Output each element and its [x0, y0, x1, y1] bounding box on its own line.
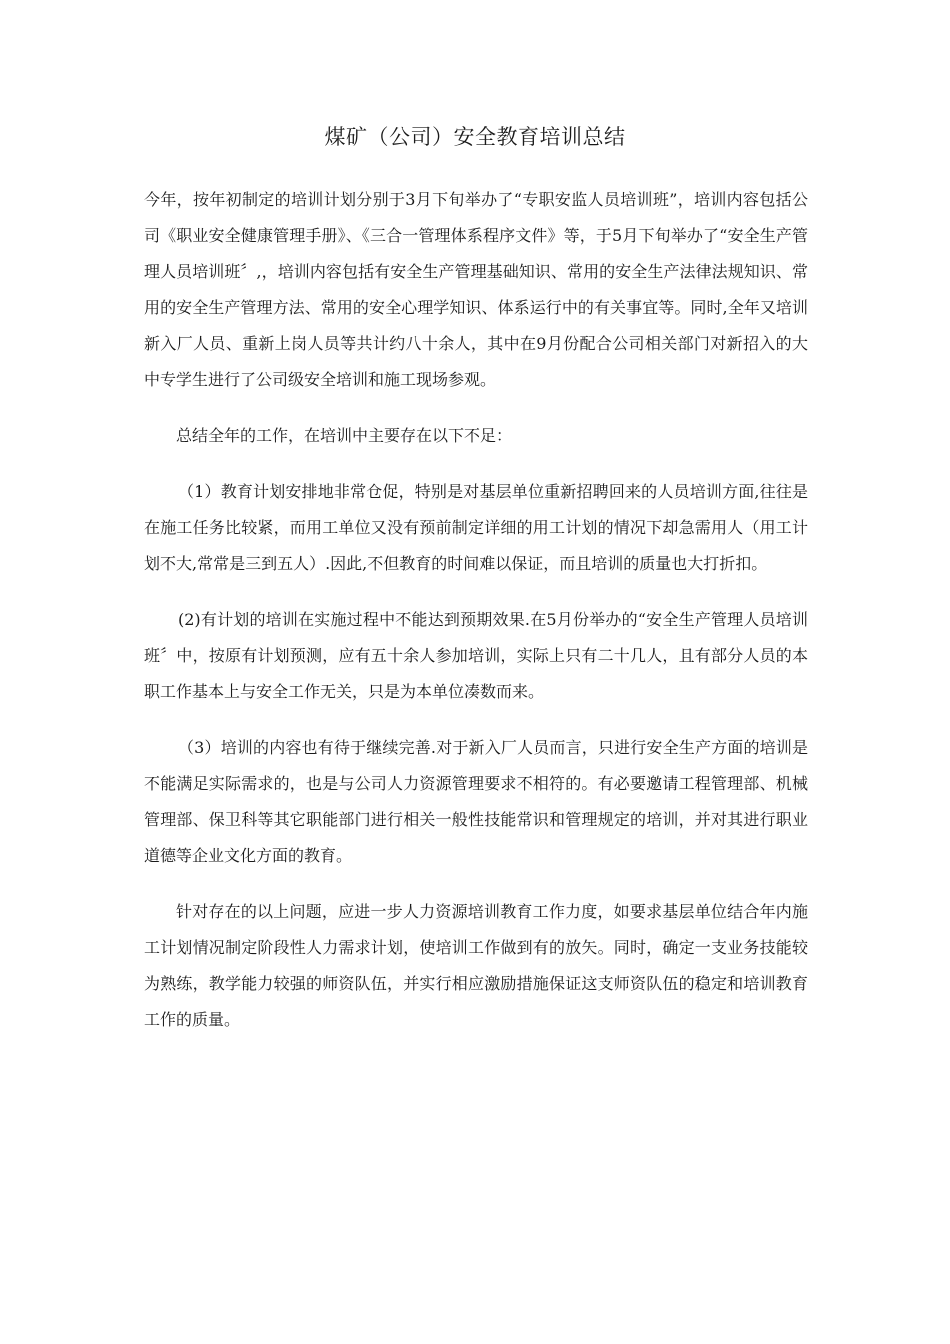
paragraph-summary-lead: 总结全年的工作，在培训中主要存在以下不足： — [176, 426, 513, 445]
paragraph-issue-3: （3）培训的内容也有待于继续完善.对于新入厂人员而言，只进行安全生产方面的培训是不能满足实际需求的，也是与公司人力资源管理要求不相符的。有必要邀请工程管理部、机械管理部、保卫科等其它职能部门进行相关一般性技能常识和管理规定的培训，并对其进行职业道德等企业文化方面的教育。 — [144, 738, 808, 865]
document-body — [144, 182, 808, 1038]
document-title: 煤矿（公司）安全教育培训总结 — [324, 125, 626, 149]
paragraph-conclusion: 针对存在的以上问题，应进一步人力资源培训教育工作力度，如要求基层单位结合年内施工计划情况制定阶段性人力需求计划，使培训工作做到有的放矢。同时，确定一支业务技能较为熟练，教学能力较强的师资队伍，并实行相应激励措施保证这支师资队伍的稳定和培训教育工作的质量。 — [144, 902, 808, 1029]
paragraph-issue-1: （1）教育计划安排地非常仓促，特别是对基层单位重新招聘回来的人员培训方面,往往是在施工任务比较紧，而用工单位又没有预前制定详细的用工计划的情况下却急需用人（用工计划不大,常常是三到五人）.因此,不但教育的时间难以保证，而且培训的质量也大打折扣。 — [144, 482, 808, 573]
paragraph-issue-2: (2)有计划的培训在实施过程中不能达到预期效果.在5月份举办的“安全生产管理人员培训班〞中，按原有计划预测，应有五十余人参加培训，实际上只有二十几人，且有部分人员的本职工作基本上与安全工作无关，只是为本单位凑数而来。 — [144, 610, 808, 701]
paragraph-intro: 今年，按年初制定的培训计划分别于3月下旬举办了“专职安监人员培训班”，培训内容包括公司《职业安全健康管理手册》、《三合一管理体系程序文件》等，于5月下旬举办了“安全生产管理人员培训班〞,，培训内容包括有安全生产管理基础知识、常用的安全生产法律法规知识、常用的安全生产管理方法、常用的安全心理学知识、体系运行中的有关事宜等。同时,全年又培训新入厂人员、重新上岗人员等共计约八十余人，其中在9月份配合公司相关部门对新招入的大中专学生进行了公司级安全培训和施工现场参观。 — [144, 190, 808, 389]
